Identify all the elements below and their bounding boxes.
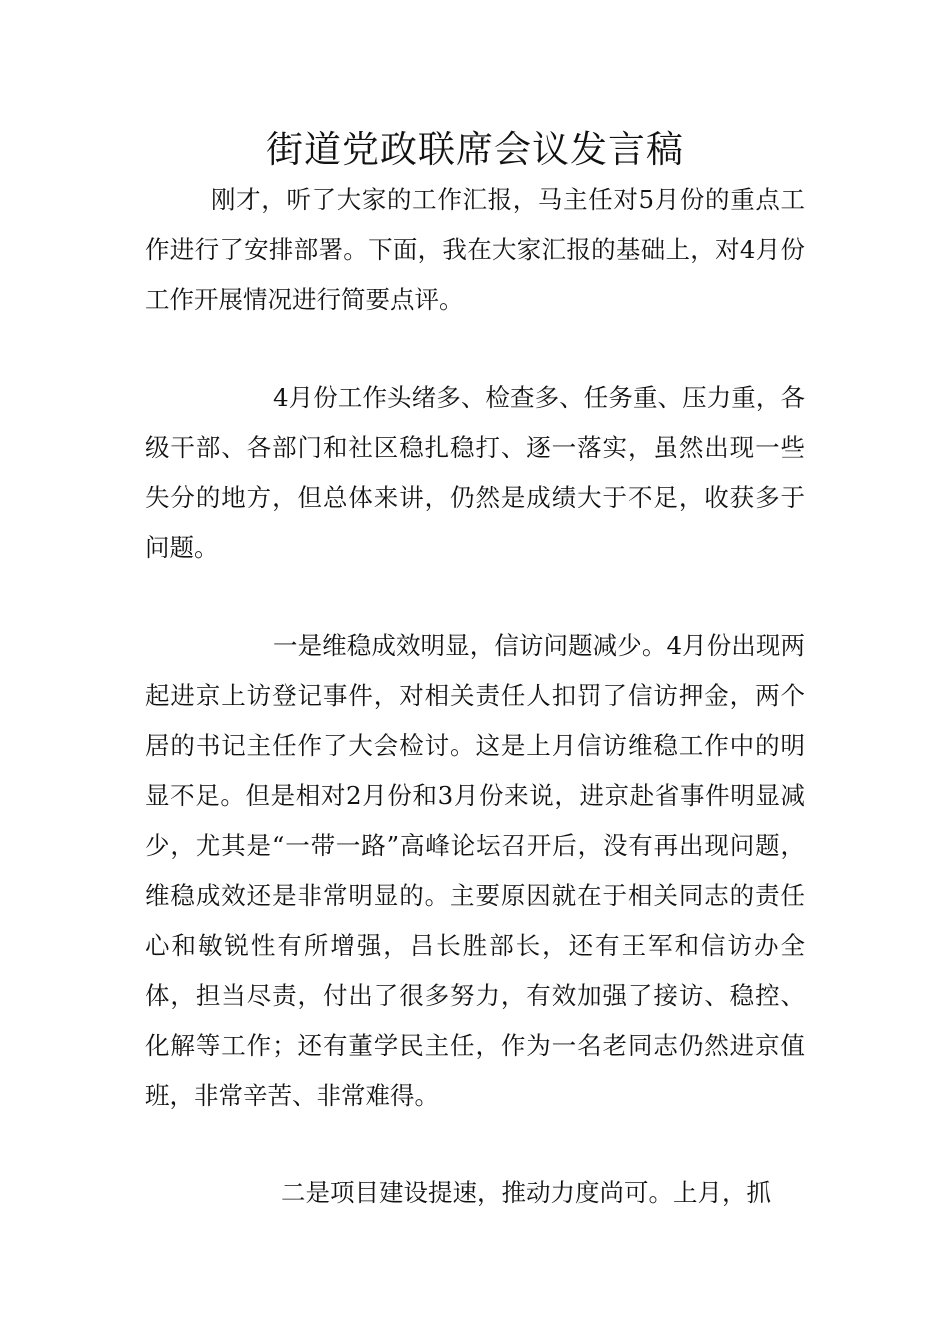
paragraph-april-overview: 4月份工作头绪多、检查多、任务重、压力重，各级干部、各部门和社区稳扎稳打、逐一落实，虽然出现一些失分的地方，但总体来讲，仍然是成绩大于不足，收获多于问题。 xyxy=(145,383,805,562)
document-title: 街道党政联席会议发言稿 xyxy=(266,128,684,171)
paragraph-stability-results: 一是维稳成效明显，信访问题减少。4月份出现两起进京上访登记事件，对相关责任人扣罚了信访押金，两个居的书记主任作了大会检讨。这是上月信访维稳工作中的明显不足。但是相对2月份和3月份来说，进京赴省事件明显减少，尤其是“一带一路”高峰论坛召开后，没有再出现问题，维稳成效还是非常明显的。主要原因就在于相关同志的责任心和敏锐性有所增强，吕长胜部长，还有王军和信访办全体，担当尽责，付出了很多努力，有效加强了接访、稳控、化解等工作；还有董学民主任，作为一名老同志仍然进京值班，非常辛苦、非常难得。 xyxy=(145,631,805,1110)
paragraph-project-construction: 二是项目建设提速，推动力度尚可。上月，抓 xyxy=(281,1178,771,1207)
paragraph-opening-remarks: 刚才，听了大家的工作汇报，马主任对5月份的重点工作进行了安排部署。下面，我在大家汇报的基础上，对4月份工作开展情况进行简要点评。 xyxy=(145,185,805,314)
